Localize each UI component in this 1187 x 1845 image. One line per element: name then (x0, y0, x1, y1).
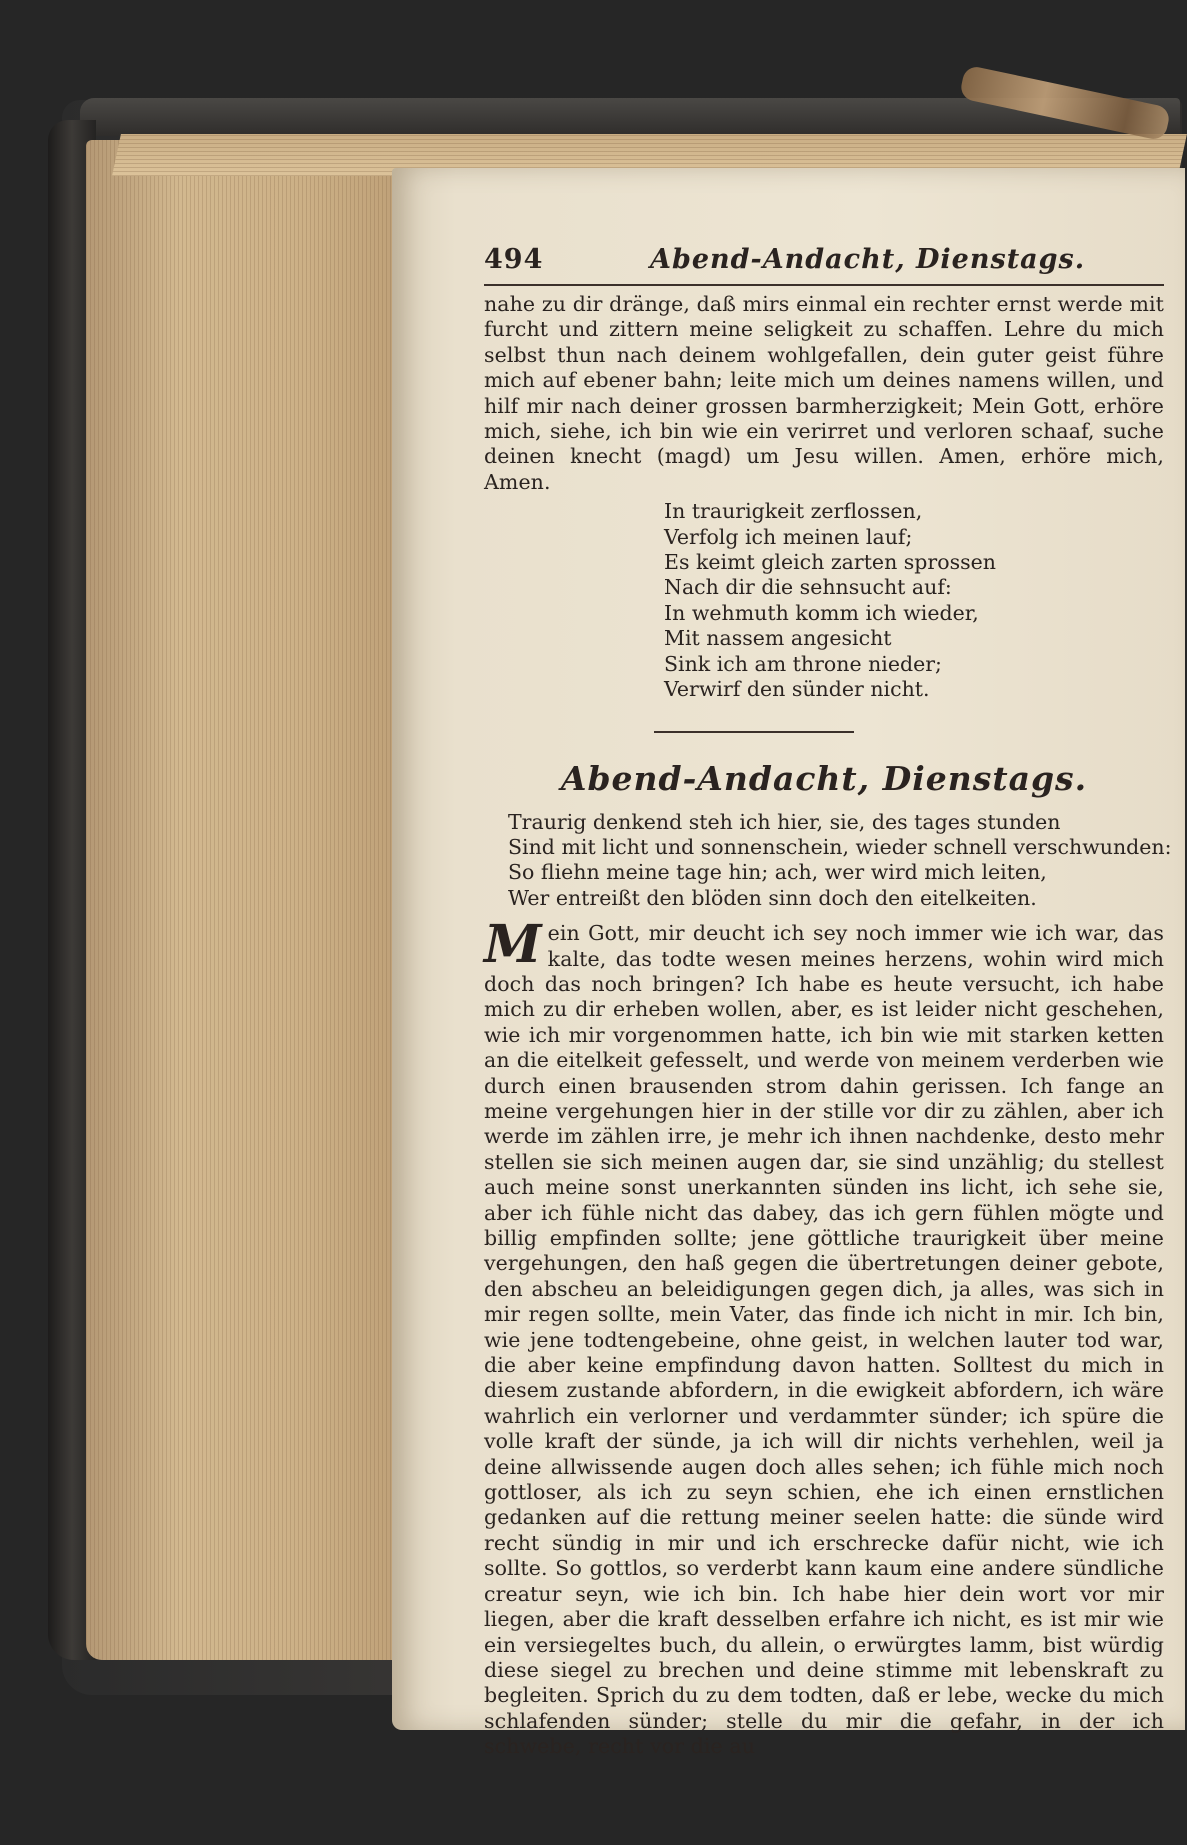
prayer-end-paragraph: nahe zu dir dränge, daß mirs einmal ein rechter ernst werde mit furcht und zittern meine seligkeit zu schaffen. Lehre du mich selbst thun nach deinem wohlgefallen, dein guter geist führe mich auf ebener bahn; leite mich um deines namens willen, und hilf mir nach deiner grossen barmherzigkeit; Mein Gott, erhöre mich, siehe, ich bin wie ein verirret und verloren schaaf, suche deinen knecht (magd) um Jesu willen. Amen, erhöre mich, Amen. (484, 292, 1164, 494)
running-head-title: Abend-Andacht, Dienstags. (650, 244, 1086, 275)
page-number: 494 (484, 244, 544, 275)
page-content (484, 244, 1172, 1760)
verse-line: Verwirf den sünder nicht. (664, 677, 930, 702)
book-page (392, 168, 1185, 1759)
verse-line: Sink ich am throne nieder; (664, 651, 942, 676)
section-title: Abend-Andacht, Dienstags. (560, 758, 1088, 798)
drop-cap: M (484, 914, 542, 976)
intro-verse (508, 809, 1172, 912)
closing-verse (664, 499, 1164, 702)
running-head (484, 244, 1164, 286)
intro-verse-line: Traurig denkend steh ich hier, sie, des tages stunden (508, 809, 1061, 834)
intro-verse-line: Sind mit licht und sonnenschein, wieder schnell verschwunden: (508, 834, 1172, 859)
verse-line: In traurigkeit zerflossen, (664, 499, 923, 524)
verse-line: Es keimt gleich zarten sprossen (664, 550, 996, 575)
intro-verse-line: Wer entreißt den blöden sinn doch den eitelkeiten. (508, 885, 1037, 910)
intro-verse-line: So fliehn meine tage hin; ach, wer wird mich leiten, (508, 860, 1047, 885)
verse-line: Nach dir die sehnsucht auf: (664, 575, 952, 600)
verse-line: In wehmuth komm ich wieder, (664, 600, 979, 625)
section-divider (654, 731, 854, 733)
verse-line: Verfolg ich meinen lauf; (664, 524, 913, 549)
main-prayer-text: ein Gott, mir deucht ich sey noch immer wie ich war, das kalte, das todte wesen meines herzens, wohin wird mich doch das noch bringen? Ich habe es heute versucht, ich habe mich zu dir erheben wollen, aber, es ist leider nicht geschehen, wie ich mir vorgenommen hatte, ich bin wie mit starken ketten an die eitelkeit gefesselt, und werde von meinem verderben wie durch einen brausenden strom dahin gerissen. Ich fange an meine vergehungen hier in der stille vor dir zu zählen, aber ich werde im zählen irre, je mehr ich ihnen nachdenke, desto mehr stellen sie sich meinen augen dar, sie sind unzählig; du stellest auch meine sonst unerkannten sünden ins licht, ich sehe sie, aber ich fühle nicht das dabey, das ich gern fühlen mögte und billig empfinden sollte; jene göttliche traurigkeit über meine vergehungen, den haß gegen die übertretungen deiner gebote, den abscheu an beleidigungen gegen dich, ja alles, was sich in mir regen sollte, mein Vater, das finde ich nicht in mir. Ich bin, wie jene todtengebeine, ohne geist, in welchen lauter tod war, die aber keine empfindung davon hatten. Solltest du mich in diesem zustande abfordern, in die ewigkeit abfordern, ich wäre wahrlich ein verlorner und verdammter sünder; ich spüre die volle kraft der sünde, ja ich will dir nichts verhehlen, weil ja deine allwissende augen doch alles sehen; ich fühle mich noch gottloser, als ich zu seyn schien, ehe ich einen ernstlichen gedanken auf die rettung meiner seelen hatte: die sünde wird recht sündig in mir und ich erschrecke dafür nicht, wie ich sollte. So gottlos, so verderbt kann kaum eine andere sündliche creatur seyn, wie ich bin. Ich habe hier dein wort vor mir liegen, aber die kraft desselben erfahre ich nicht, es ist mir wie ein versiegeltes buch, du allein, o erwürgtes lamm, bist würdig diese siegel zu brechen und deine stimme mit lebenskraft zu begleiten. Sprich du zu dem todten, daß er lebe, wecke du mich schlafenden sünder; stelle du mir die gefahr, in der ich schwebe, recht vor die au (484, 921, 1164, 1759)
verse-line: Mit nassem angesicht (664, 626, 892, 651)
main-prayer-paragraph (484, 914, 1164, 1759)
page-edges (86, 140, 398, 1660)
